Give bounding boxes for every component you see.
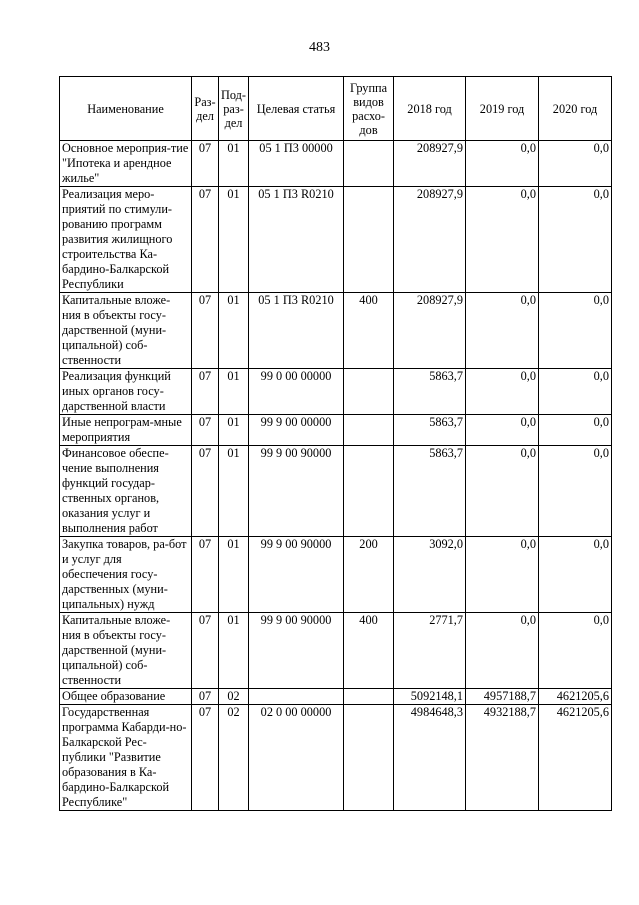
cell-section: 07 — [192, 141, 219, 187]
cell-group — [344, 705, 394, 811]
cell-section: 07 — [192, 369, 219, 415]
cell-group — [344, 141, 394, 187]
header-2020: 2020 год — [539, 77, 612, 141]
cell-subsection: 01 — [219, 141, 249, 187]
cell-2018: 5092148,1 — [394, 689, 466, 705]
cell-2019: 0,0 — [466, 415, 539, 446]
cell-group — [344, 415, 394, 446]
cell-section: 07 — [192, 689, 219, 705]
cell-2020: 4621205,6 — [539, 705, 612, 811]
table-row — [60, 446, 612, 537]
cell-subsection: 01 — [219, 293, 249, 369]
cell-target: 99 9 00 90000 — [249, 613, 344, 689]
cell-section: 07 — [192, 705, 219, 811]
cell-name: Финансовое обеспе-чение выполнения функций государ-ственных органов, оказания услуг и выполнения работ — [60, 446, 192, 537]
cell-2020: 0,0 — [539, 613, 612, 689]
cell-2018: 208927,9 — [394, 187, 466, 293]
cell-2019: 0,0 — [466, 293, 539, 369]
cell-2019: 4957188,7 — [466, 689, 539, 705]
cell-target: 05 1 П3 00000 — [249, 141, 344, 187]
cell-group — [344, 369, 394, 415]
header-section: Раз-дел — [192, 77, 219, 141]
cell-subsection: 02 — [219, 689, 249, 705]
table-row — [60, 705, 612, 811]
cell-target: 05 1 П3 R0210 — [249, 293, 344, 369]
table-header-row — [60, 77, 612, 141]
cell-section: 07 — [192, 187, 219, 293]
cell-subsection: 01 — [219, 187, 249, 293]
cell-2019: 0,0 — [466, 537, 539, 613]
cell-subsection: 01 — [219, 613, 249, 689]
cell-2020: 4621205,6 — [539, 689, 612, 705]
cell-name: Государственная программа Кабарди-но-Балкарской Рес-публики "Развитие образования в Ка-бардино-Балкарской Республике" — [60, 705, 192, 811]
cell-2018: 5863,7 — [394, 446, 466, 537]
cell-2018: 3092,0 — [394, 537, 466, 613]
cell-2018: 5863,7 — [394, 369, 466, 415]
cell-target: 99 9 00 90000 — [249, 446, 344, 537]
cell-name: Закупка товаров, ра-бот и услуг для обеспечения госу-дарственных (муни-ципальных) нужд — [60, 537, 192, 613]
cell-subsection: 01 — [219, 537, 249, 613]
table-row — [60, 537, 612, 613]
cell-2020: 0,0 — [539, 369, 612, 415]
cell-target: 99 9 00 00000 — [249, 415, 344, 446]
cell-target: 99 0 00 00000 — [249, 369, 344, 415]
cell-section: 07 — [192, 613, 219, 689]
cell-target: 99 9 00 90000 — [249, 537, 344, 613]
table-row — [60, 293, 612, 369]
cell-subsection: 01 — [219, 415, 249, 446]
table-row — [60, 187, 612, 293]
cell-name: Общее образование — [60, 689, 192, 705]
cell-name: Реализация меро-приятий по стимули-рованию программ развития жилищного строительства Ка-бардино-Балкарской Республики — [60, 187, 192, 293]
cell-group: 200 — [344, 537, 394, 613]
cell-target — [249, 689, 344, 705]
cell-group — [344, 689, 394, 705]
header-2019: 2019 год — [466, 77, 539, 141]
cell-group — [344, 446, 394, 537]
cell-name: Капитальные вложе-ния в объекты госу-дарственной (муни-ципальной) соб-ственности — [60, 293, 192, 369]
cell-name: Капитальные вложе-ния в объекты госу-дарственной (муни-ципальной) соб-ственности — [60, 613, 192, 689]
cell-section: 07 — [192, 537, 219, 613]
cell-name: Основное мероприя-тие "Ипотека и арендное жилье" — [60, 141, 192, 187]
cell-2020: 0,0 — [539, 415, 612, 446]
header-name: Наименование — [60, 77, 192, 141]
cell-target: 02 0 00 00000 — [249, 705, 344, 811]
cell-group: 400 — [344, 293, 394, 369]
cell-2020: 0,0 — [539, 537, 612, 613]
cell-2019: 0,0 — [466, 187, 539, 293]
budget-table — [59, 76, 612, 811]
cell-subsection: 01 — [219, 446, 249, 537]
cell-2020: 0,0 — [539, 293, 612, 369]
header-target: Целевая статья — [249, 77, 344, 141]
cell-2019: 0,0 — [466, 613, 539, 689]
header-group: Группа видов расхо-дов — [344, 77, 394, 141]
cell-2018: 208927,9 — [394, 141, 466, 187]
cell-2020: 0,0 — [539, 141, 612, 187]
table-row — [60, 613, 612, 689]
cell-section: 07 — [192, 293, 219, 369]
cell-section: 07 — [192, 415, 219, 446]
table-row — [60, 141, 612, 187]
cell-group — [344, 187, 394, 293]
page-number: 483 — [309, 40, 330, 55]
cell-2018: 4984648,3 — [394, 705, 466, 811]
cell-subsection: 02 — [219, 705, 249, 811]
cell-2018: 5863,7 — [394, 415, 466, 446]
cell-target: 05 1 П3 R0210 — [249, 187, 344, 293]
cell-name: Реализация функций иных органов госу-дарственной власти — [60, 369, 192, 415]
cell-2019: 0,0 — [466, 369, 539, 415]
header-subsection: Под-раз-дел — [219, 77, 249, 141]
cell-2019: 0,0 — [466, 141, 539, 187]
table-row — [60, 689, 612, 705]
cell-2020: 0,0 — [539, 187, 612, 293]
cell-2020: 0,0 — [539, 446, 612, 537]
cell-2019: 4932188,7 — [466, 705, 539, 811]
cell-2018: 208927,9 — [394, 293, 466, 369]
table-row — [60, 369, 612, 415]
cell-group: 400 — [344, 613, 394, 689]
cell-2019: 0,0 — [466, 446, 539, 537]
header-2018: 2018 год — [394, 77, 466, 141]
cell-section: 07 — [192, 446, 219, 537]
cell-2018: 2771,7 — [394, 613, 466, 689]
cell-name: Иные непрограм-мные мероприятия — [60, 415, 192, 446]
cell-subsection: 01 — [219, 369, 249, 415]
table-row — [60, 415, 612, 446]
